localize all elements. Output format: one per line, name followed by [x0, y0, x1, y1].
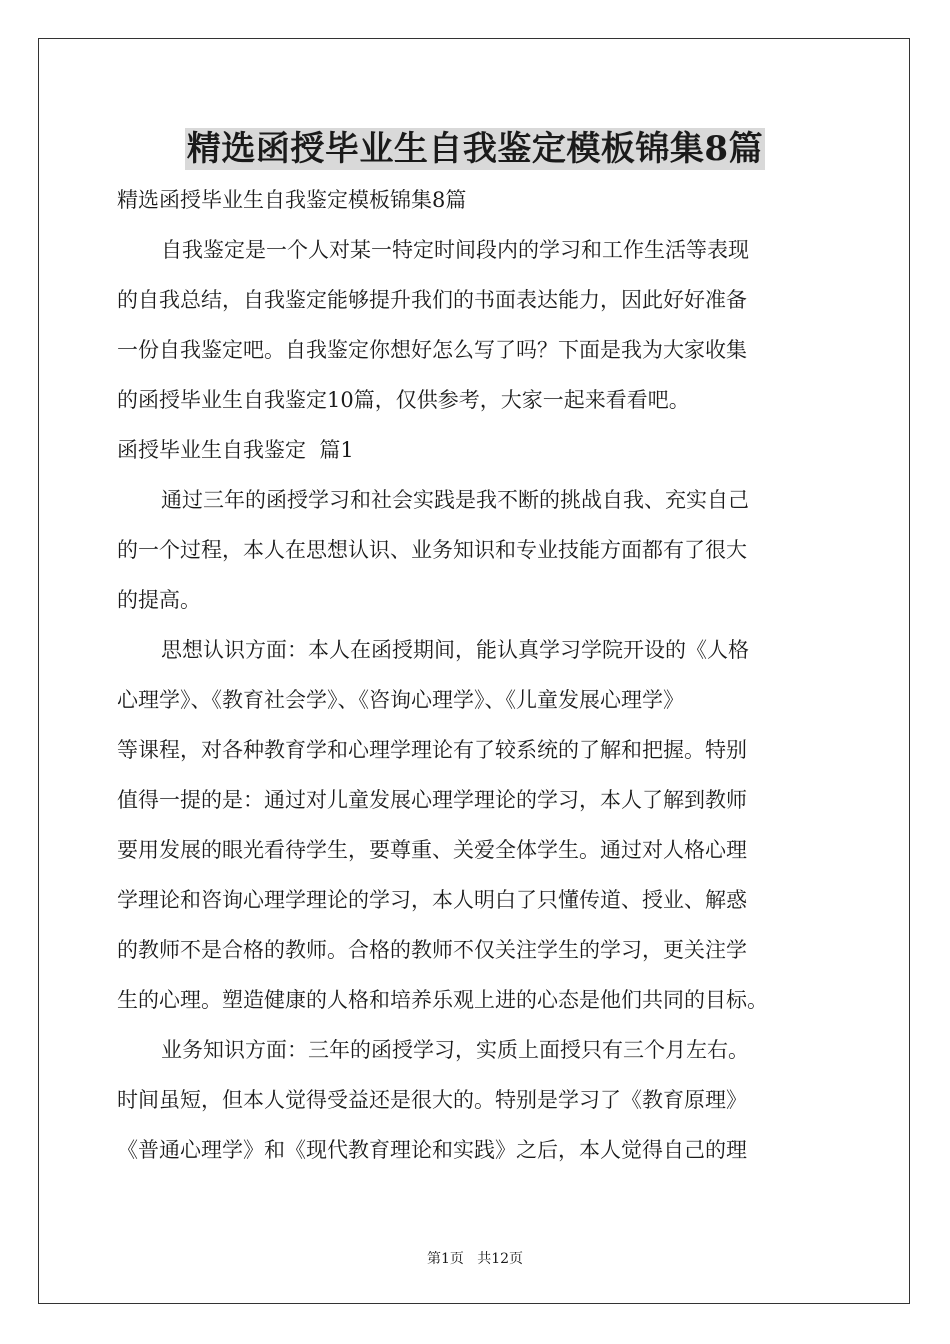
para2-line: 生的心理。塑造健康的人格和培养乐观上进的心态是他们共同的目标。 [117, 988, 768, 1012]
intro-line: 的函授毕业生自我鉴定10篇，仅供参考，大家一起来看看吧。 [117, 388, 690, 412]
intro-line: 自我鉴定是一个人对某一特定时间段内的学习和工作生活等表现 [161, 238, 749, 262]
document-subtitle: 精选函授毕业生自我鉴定模板锦集8篇 [117, 188, 467, 212]
intro-line: 一份自我鉴定吧。自我鉴定你想好怎么写了吗？下面是我为大家收集 [117, 338, 747, 362]
para2-line: 值得一提的是：通过对儿童发展心理学理论的学习，本人了解到教师 [117, 788, 747, 812]
document-body [117, 182, 837, 1182]
document-title: 精选函授毕业生自我鉴定模板锦集8篇 [186, 129, 764, 169]
para3-line: 《普通心理学》和《现代教育理论和实践》之后，本人觉得自己的理 [117, 1138, 747, 1162]
para2-line: 要用发展的眼光看待学生，要尊重、关爱全体学生。通过对人格心理 [117, 838, 747, 862]
title-wrap [0, 128, 950, 170]
page-footer: 第1页 共12页 [426, 1251, 524, 1267]
para2-line: 等课程，对各种教育学和心理学理论有了较系统的了解和把握。特别 [117, 738, 747, 762]
para2-line: 思想认识方面：本人在函授期间，能认真学习学院开设的《人格 [161, 638, 749, 662]
para2-line: 学理论和咨询心理学理论的学习，本人明白了只懂传道、授业、解惑 [117, 888, 747, 912]
section-heading: 函授毕业生自我鉴定 篇1 [117, 438, 354, 462]
para2-line: 的教师不是合格的教师。合格的教师不仅关注学生的学习，更关注学 [117, 938, 747, 962]
para3-line: 时间虽短，但本人觉得受益还是很大的。特别是学习了《教育原理》 [117, 1088, 747, 1112]
para1-line: 的提高。 [117, 588, 201, 612]
para3-line: 业务知识方面：三年的函授学习，实质上面授只有三个月左右。 [161, 1038, 749, 1062]
intro-line: 的自我总结，自我鉴定能够提升我们的书面表达能力，因此好好准备 [117, 288, 747, 312]
para1-line: 的一个过程，本人在思想认识、业务知识和专业技能方面都有了很大 [117, 538, 747, 562]
para2-line: 心理学》、《教育社会学》、《咨询心理学》、《儿童发展心理学》 [117, 688, 684, 712]
para1-line: 通过三年的函授学习和社会实践是我不断的挑战自我、充实自己 [161, 488, 749, 512]
